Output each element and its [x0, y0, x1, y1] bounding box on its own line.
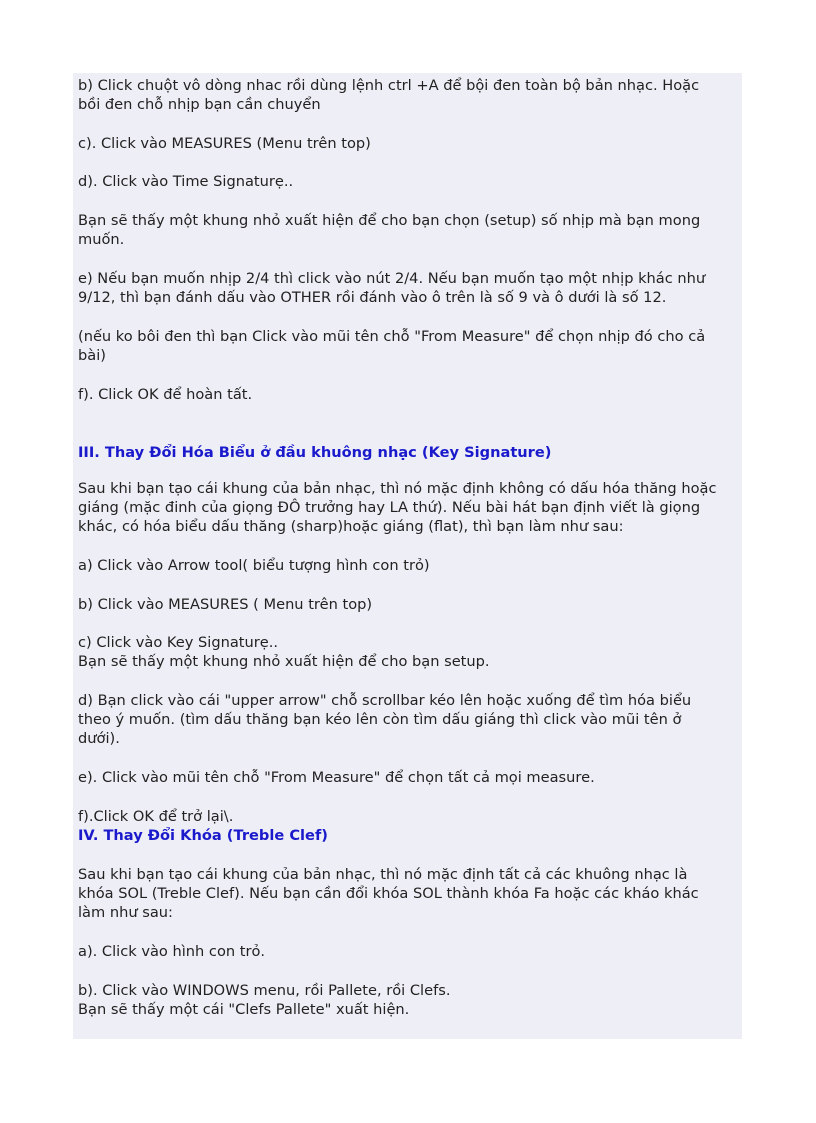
- section-3-step-b: b) Click vào MEASURES ( Menu trên top): [78, 596, 373, 613]
- section-4-intro: Sau khi bạn tạo cái khung của bản nhạc, thì nó mặc định tất cả các khuông nhạc là khóa SOL (Treble Clef). Nếu bạn cần đổi khóa SOL thành khóa Fa hoặc các kháo khác làm như sau:: [78, 866, 699, 921]
- step-from-measure-note: (nếu ko bôi đen thì bạn Click vào mũi tên chỗ "From Measure" để chọn nhịp đó cho cả bài): [78, 328, 706, 364]
- section-3-intro: Sau khi bạn tạo cái khung của bản nhạc, thì nó mặc định không có dấu hóa thăng hoặc giáng (mặc đinh của giọng ĐÔ trưởng hay LA thứ). Nếu bài hát bạn định viết là giọng khác, có hóa biểu dấu thăng (sharp)hoặc giáng (flat), thì bạn làm như sau:: [78, 480, 717, 535]
- step-d-time-signature: d). Click vào Time Signaturẹ..: [78, 173, 294, 190]
- step-c-measures-menu: c). Click vào MEASURES (Menu trên top): [78, 135, 371, 152]
- section-3-step-d: d) Bạn click vào cái "upper arrow" chỗ scrollbar kéo lên hoặc xuống để tìm hóa biểu theo ý muốn. (tìm dấu thăng bạn kéo lên còn tìm dấu giáng thì click vào mũi tên ở dưới).: [78, 692, 692, 747]
- step-dialog-note: Bạn sẽ thấy một khung nhỏ xuất hiện để cho bạn chọn (setup) số nhịp mà bạn mong muốn.: [78, 212, 701, 248]
- section-4-step-b: b). Click vào WINDOWS menu, rồi Pallete, rồi Clefs. Bạn sẽ thấy một cái "Clefs Pallete" xuất hiện.: [78, 982, 451, 1018]
- section-3-step-a: a) Click vào Arrow tool( biểu tượng hình con trỏ): [78, 557, 430, 574]
- section-3-step-e: e). Click vào mũi tên chỗ "From Measure" để chọn tất cả mọi measure.: [78, 769, 595, 786]
- step-b-select-measures: b) Click chuột vô dòng nhac rồi dùng lệnh ctrl +A để bội đen toàn bộ bản nhạc. Hoặc bồi đen chỗ nhịp bạn cần chuyển: [78, 77, 700, 113]
- section-4-step-a: a). Click vào hình con trỏ.: [78, 943, 266, 960]
- section-4-heading: IV. Thay Đổi Khóa (Treble Clef): [78, 827, 328, 844]
- step-e-choose-meter: e) Nếu bạn muốn nhịp 2/4 thì click vào nút 2/4. Nếu bạn muốn tạo một nhịp khác như 9/12, thì bạn đánh dấu vào OTHER rồi đánh vào ô trên là số 9 và ô dưới là số 12.: [78, 270, 706, 306]
- step-f-click-ok: f). Click OK để hoàn tất.: [78, 386, 253, 403]
- section-3-heading: III. Thay Đổi Hóa Biểu ở đầu khuông nhạc (Key Signature): [78, 444, 552, 461]
- section-3-step-f: f).Click OK để trở lại\.: [78, 808, 234, 825]
- section-3-step-c: c) Click vào Key Signaturẹ.. Bạn sẽ thấy một khung nhỏ xuất hiện để cho bạn setup.: [78, 634, 490, 670]
